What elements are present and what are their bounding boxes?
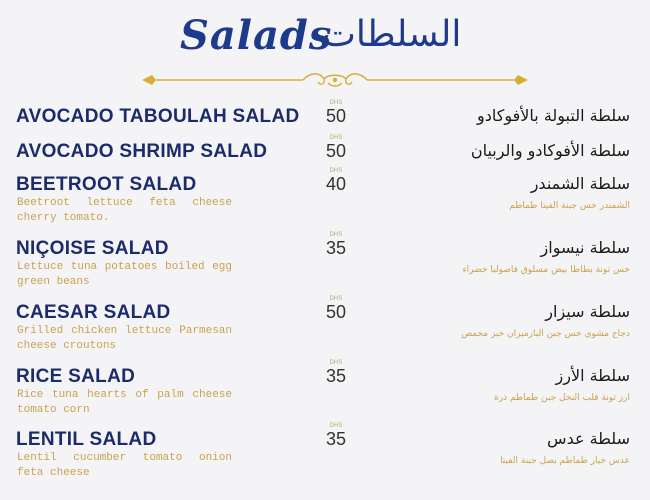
- menu-header: [0, 6, 650, 66]
- item-description: Grilled chicken lettuce Parmesan cheese croutons: [17, 325, 232, 352]
- section-title-en: Salads: [180, 12, 333, 59]
- currency-label: DHS: [329, 296, 343, 302]
- item-name: BEETROOT SALAD: [16, 174, 197, 195]
- item-description: Lettuce tuna potatoes boiled egg green beans: [17, 261, 232, 288]
- currency-label: DHS: [329, 423, 343, 429]
- item-price: 35: [325, 238, 347, 258]
- item-description-ar: الشمندر خس جبنة الفيتا طماطم: [509, 201, 630, 211]
- item-price: 35: [325, 429, 347, 449]
- item-name: AVOCADO TABOULAH SALAD: [16, 106, 300, 127]
- item-name: NIÇOISE SALAD: [16, 238, 169, 259]
- currency-label: DHS: [329, 100, 343, 106]
- item-name-ar: سلطة نيسواز: [540, 238, 630, 257]
- item-price: 50: [325, 302, 347, 322]
- item-description-ar: عدس خيار طماطم بصل جبنة الفيتا: [500, 456, 630, 466]
- item-name-ar: سلطة عدس: [547, 429, 630, 448]
- item-name-ar: سلطة الشمندر: [530, 174, 630, 193]
- item-price: 40: [325, 174, 347, 194]
- ornamental-divider: [138, 70, 532, 90]
- section-title-ar: السلطات: [322, 14, 462, 55]
- currency-label: DHS: [329, 168, 343, 174]
- item-name: CAESAR SALAD: [16, 302, 171, 323]
- item-description-ar: خس تونة بطاطا بيض مسلوق فاصوليا خضراء: [462, 265, 630, 275]
- item-name: LENTIL SALAD: [16, 429, 157, 450]
- item-price: 50: [325, 141, 347, 161]
- currency-label: DHS: [329, 360, 343, 366]
- currency-label: DHS: [329, 232, 343, 238]
- item-description: Lentil cucumber tomato onion feta cheese: [17, 452, 232, 479]
- item-price: 35: [325, 366, 347, 386]
- item-name-ar: سلطة سيزار: [545, 302, 630, 321]
- item-description: Rice tuna hearts of palm cheese tomato corn: [17, 389, 232, 416]
- item-name-ar: سلطة الأرز: [555, 366, 630, 385]
- item-name: RICE SALAD: [16, 366, 136, 387]
- item-name-ar: سلطة الأفوكادو والربيان: [470, 141, 630, 160]
- item-name-ar: سلطة التبولة بالأفوكادو: [477, 106, 630, 125]
- item-name: AVOCADO SHRIMP SALAD: [16, 141, 268, 162]
- item-description-ar: ارز تونة قلب النخل جبن طماطم ذرة: [493, 393, 630, 403]
- currency-label: DHS: [329, 135, 343, 141]
- item-description-ar: دجاج مشوي خس جبن البارميزان خبز محمص: [461, 329, 630, 339]
- item-price: 50: [325, 106, 347, 126]
- item-description: Beetroot lettuce feta cheese cherry tomato.: [17, 197, 232, 224]
